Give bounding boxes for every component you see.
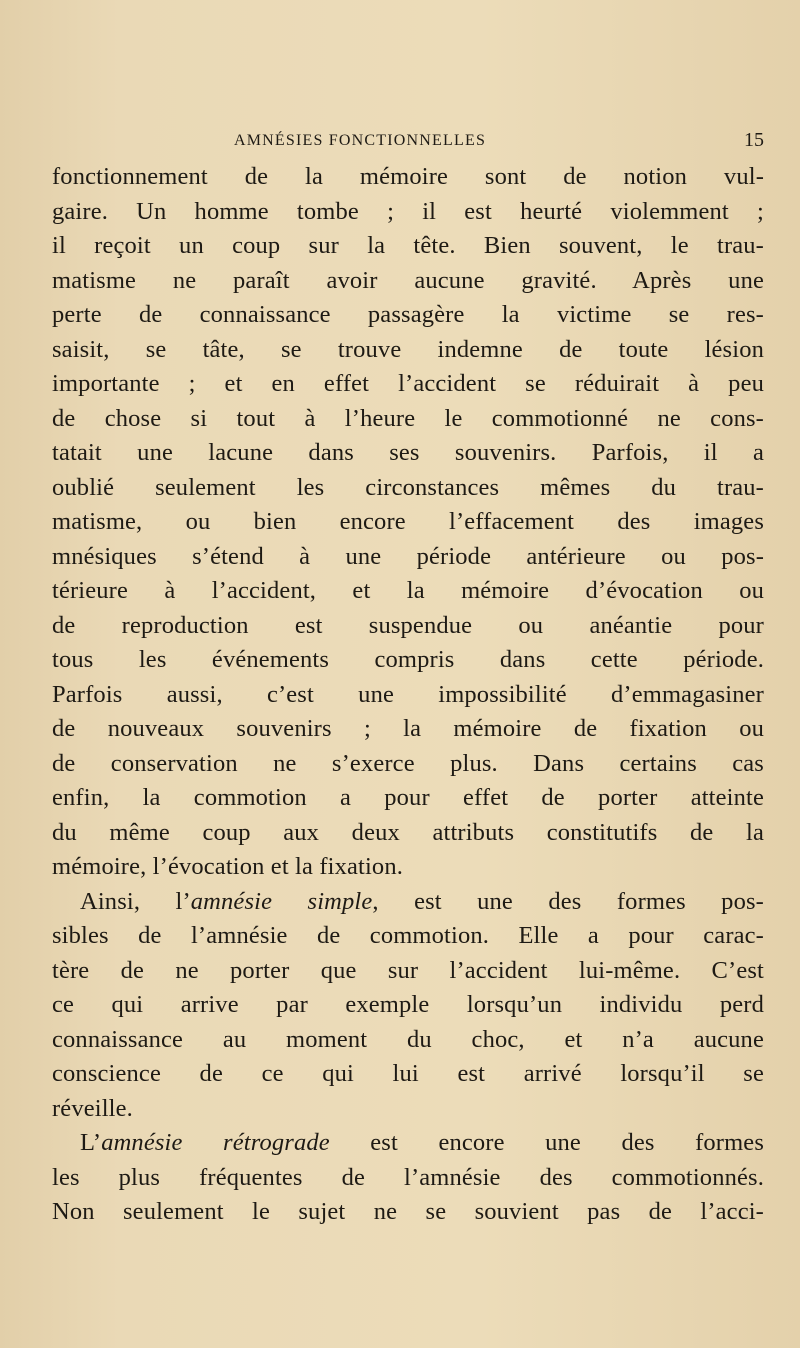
- text-line: saisit, se tâte, se trouve indemne de toute lésion: [52, 335, 764, 363]
- text-line: mémoire, l’évocation et la fixation.: [52, 853, 403, 880]
- running-head: [52, 124, 764, 160]
- text-line: Non seulement le sujet ne se souvient pas de l’acci-: [52, 1198, 764, 1225]
- page-number: 15: [744, 129, 764, 151]
- book-page: [52, 124, 764, 1230]
- text-run: L’: [80, 1129, 102, 1156]
- text-line: perte de connaissance passagère la victime se res-: [52, 301, 764, 328]
- text-line: de nouveaux souvenirs ; la mémoire de fixation ou: [52, 715, 764, 742]
- text-line: importante ; et en effet l’accident se réduirait à peu: [52, 370, 764, 397]
- text-line: sibles de l’amnésie de commotion. Elle a pour carac-: [52, 922, 764, 949]
- text-line: gaire. Un homme tombe ; il est heurté violemment ;: [52, 197, 764, 225]
- paragraph-1: [52, 160, 764, 885]
- text-line: fonctionnement de la mémoire sont de notion vul-: [52, 163, 764, 190]
- text-line: de chose si tout à l’heure le commotionné ne cons-: [52, 404, 764, 432]
- text-line: enfin, la commotion a pour effet de porter atteinte: [52, 784, 764, 811]
- text-line: [52, 1126, 764, 1161]
- text-line: mnésiques s’étend à une période antérieure ou pos-: [52, 542, 764, 570]
- text-run: , est une des formes pos-: [372, 887, 764, 915]
- text-line: matisme ne paraît avoir aucune gravité. Après une: [52, 266, 764, 294]
- italic-term: amnésie simple: [190, 887, 373, 915]
- text-line: les plus fréquentes de l’amnésie des commotionnés.: [52, 1163, 764, 1191]
- text-line: de reproduction est suspendue ou anéantie pour: [52, 611, 764, 639]
- text-line: de conservation ne s’exerce plus. Dans certains cas: [52, 749, 764, 777]
- paragraph-3: [52, 1126, 764, 1230]
- paragraph-2: [52, 885, 764, 1127]
- text-line: connaissance au moment du choc, et n’a aucune: [52, 1025, 764, 1053]
- italic-term: amnésie rétrograde: [101, 1129, 330, 1156]
- text-line: tère de ne porter que sur l’accident lui-même. C’est: [52, 956, 764, 984]
- text-line: conscience de ce qui lui est arrivé lorsqu’il se: [52, 1060, 764, 1087]
- text-run: est encore une des formes: [329, 1129, 765, 1156]
- text-line: il reçoit un coup sur la tête. Bien souvent, le trau-: [52, 232, 764, 259]
- text-line: [52, 885, 764, 920]
- text-line: ce qui arrive par exemple lorsqu’un individu perd: [52, 991, 764, 1018]
- text-line: oublié seulement les circonstances mêmes du trau-: [52, 473, 764, 501]
- text-line: du même coup aux deux attributs constitutifs de la: [52, 818, 764, 846]
- text-line: Parfois aussi, c’est une impossibilité d’emmagasiner: [52, 680, 764, 708]
- text-line: térieure à l’accident, et la mémoire d’évocation ou: [52, 577, 764, 604]
- running-title: AMNÉSIES FONCTIONNELLES: [234, 132, 487, 149]
- text-line: réveille.: [52, 1094, 133, 1122]
- text-run: Ainsi, l’: [80, 887, 191, 915]
- text-line: tous les événements compris dans cette période.: [52, 646, 764, 673]
- text-line: tatait une lacune dans ses souvenirs. Parfois, il a: [52, 439, 764, 466]
- text-line: matisme, ou bien encore l’effacement des images: [52, 508, 764, 535]
